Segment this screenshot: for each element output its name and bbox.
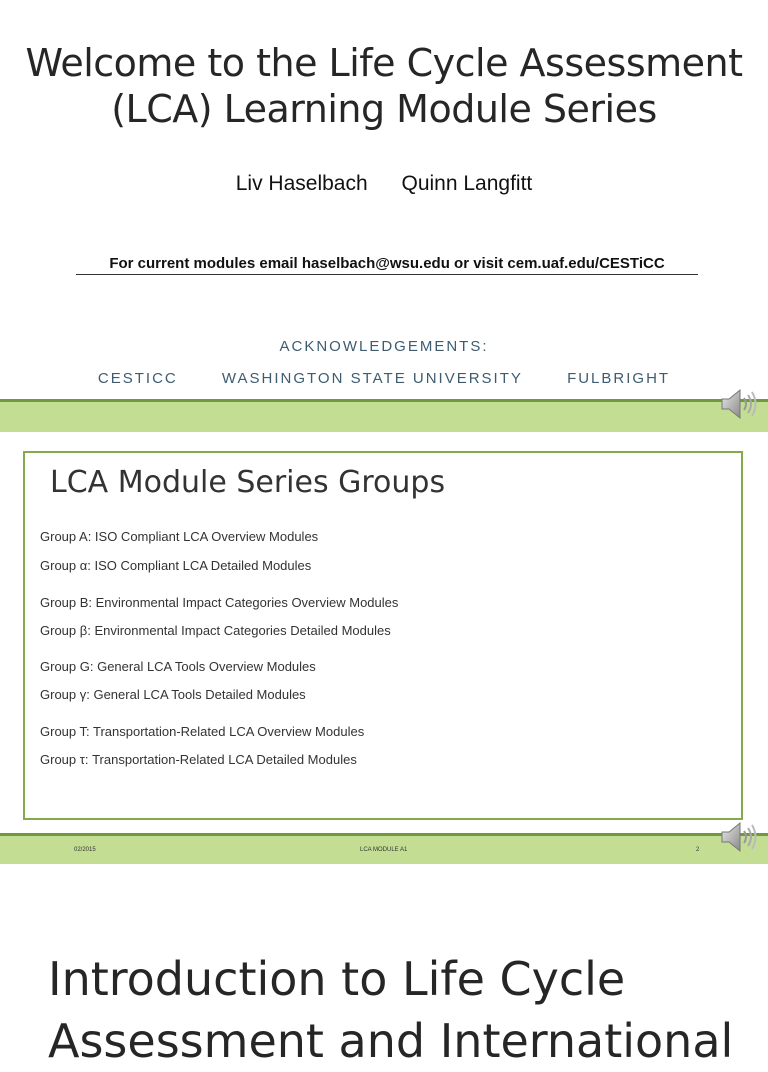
group-item: Group β: Environmental Impact Categories Detailed Modules [40,623,391,638]
slide-2 [23,451,743,820]
contact-line: For current modules email haselbach@wsu.edu or visit cem.uaf.edu/CESTiCC [76,255,698,275]
group-item: Group γ: General LCA Tools Detailed Modules [40,687,306,702]
author-2: Quinn Langfitt [401,172,533,195]
group-item: Group α: ISO Compliant LCA Detailed Modules [40,558,312,573]
ack-item-cesticc: CESTICC [97,370,178,387]
title-line-2: (LCA) Learning Module Series [111,87,657,131]
author-1: Liv Haselbach [235,172,368,195]
speaker-icon[interactable] [718,817,758,857]
ack-item-wsu: WASHINGTON STATE UNIVERSITY [221,370,523,387]
group-item: Group G: General LCA Tools Overview Modules [40,659,316,674]
footer-band-1 [0,402,768,432]
group-item: Group A: ISO Compliant LCA Overview Modules [40,529,319,544]
footer-page-number: 2 [696,847,700,853]
slide-1-title [0,40,768,132]
ack-item-fulbright: FULBRIGHT [567,370,671,387]
slide-2-title: LCA Module Series Groups [50,465,446,500]
slide-1 [0,0,768,432]
slide-3-title [48,948,733,1072]
acknowledgements-heading: ACKNOWLEDGEMENTS: [279,338,489,355]
footer-date: 02/2015 [74,847,96,853]
slide-3-title-line-2: Assessment and International [48,1014,734,1068]
title-line-1: Welcome to the Life Cycle Assessment [25,41,743,85]
group-item: Group T: Transportation-Related LCA Overview Modules [40,724,365,739]
footer-title: LCA MODULE A1 [360,847,408,853]
speaker-icon[interactable] [718,384,758,424]
group-item: Group τ: Transportation-Related LCA Detailed Modules [40,752,357,767]
slide-3-title-line-1: Introduction to Life Cycle [48,952,626,1006]
acknowledgements-list [0,370,768,387]
group-item: Group B: Environmental Impact Categories Overview Modules [40,595,399,610]
authors [0,172,768,196]
